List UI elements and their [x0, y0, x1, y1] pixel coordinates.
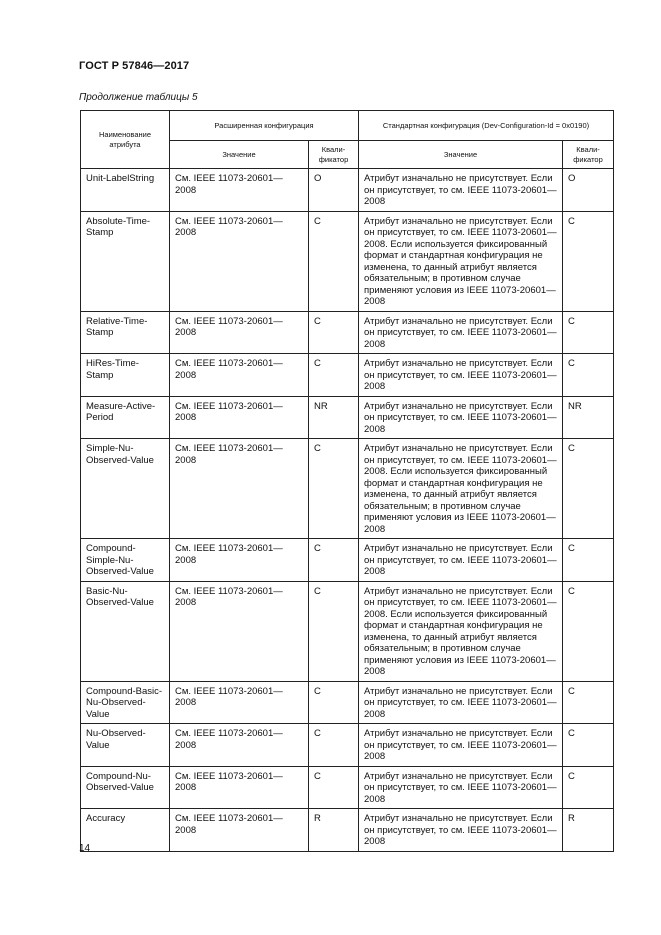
cell-std-value: Атрибут изначально не присутствует. Если он присутствует, то см. IEEE 11073-20601—2008	[359, 169, 563, 212]
cell-std-value: Атрибут изначально не присутствует. Если он присутствует, то см. IEEE 11073-20601—2008	[359, 809, 563, 852]
table-row	[81, 581, 614, 681]
cell-attr-name: Simple-Nu-Observed-Value	[81, 439, 170, 539]
cell-std-qualifier: C	[563, 354, 614, 397]
table-row	[81, 681, 614, 724]
cell-std-value: Атрибут изначально не присутствует. Если он присутствует, то см. IEEE 11073-20601—2008. Если используется фиксированный формат и стандартная конфигурация не изменена, то данный атрибут является обязательным; в противном случае применяют условия из IEEE 11073-20601—2008	[359, 211, 563, 311]
table-row	[81, 311, 614, 354]
cell-ext-qualifier: C	[309, 354, 359, 397]
table-row	[81, 439, 614, 539]
cell-attr-name: Compound-Simple-Nu-Observed-Value	[81, 539, 170, 582]
table-row	[81, 354, 614, 397]
cell-ext-value: См. IEEE 11073-20601—2008	[170, 211, 309, 311]
cell-ext-qualifier: C	[309, 766, 359, 809]
cell-ext-qualifier: NR	[309, 396, 359, 439]
table-row	[81, 169, 614, 212]
cell-std-value: Атрибут изначально не присутствует. Если он присутствует, то см. IEEE 11073-20601—2008. Если используется фиксированный формат и стандартная конфигурация не изменена, то данный атрибут является обязательным; в противном случае применяют условия из IEEE 11073-20601—2008	[359, 581, 563, 681]
cell-ext-qualifier: C	[309, 581, 359, 681]
cell-attr-name: Nu-Observed-Value	[81, 724, 170, 767]
cell-attr-name: Compound-Basic-Nu-Observed-Value	[81, 681, 170, 724]
cell-ext-value: См. IEEE 11073-20601—2008	[170, 681, 309, 724]
cell-attr-name: Measure-Active-Period	[81, 396, 170, 439]
cell-ext-qualifier: C	[309, 724, 359, 767]
cell-std-qualifier: C	[563, 724, 614, 767]
cell-std-value: Атрибут изначально не присутствует. Если он присутствует, то см. IEEE 11073-20601—2008	[359, 766, 563, 809]
cell-ext-value: См. IEEE 11073-20601—2008	[170, 724, 309, 767]
table-row	[81, 396, 614, 439]
cell-std-value: Атрибут изначально не присутствует. Если он присутствует, то см. IEEE 11073-20601—2008	[359, 311, 563, 354]
cell-ext-qualifier: C	[309, 439, 359, 539]
cell-ext-qualifier: R	[309, 809, 359, 852]
cell-ext-qualifier: O	[309, 169, 359, 212]
header-attr-name: Наименование атрибута	[81, 111, 170, 169]
document-code: ГОСТ Р 57846—2017	[79, 60, 190, 72]
cell-attr-name: Basic-Nu-Observed-Value	[81, 581, 170, 681]
cell-ext-value: См. IEEE 11073-20601—2008	[170, 766, 309, 809]
cell-ext-value: См. IEEE 11073-20601—2008	[170, 354, 309, 397]
cell-std-qualifier: NR	[563, 396, 614, 439]
cell-attr-name: Compound-Nu-Observed-Value	[81, 766, 170, 809]
cell-ext-value: См. IEEE 11073-20601—2008	[170, 539, 309, 582]
header-standard-config: Стандартная конфигурация (Dev-Configuration-Id = 0x0190)	[359, 111, 614, 141]
cell-ext-qualifier: C	[309, 311, 359, 354]
cell-std-value: Атрибут изначально не присутствует. Если он присутствует, то см. IEEE 11073-20601—2008. Если используется фиксированный формат и стандартная конфигурация не изменена, то данный атрибут является обязательным; в противном случае применяют условия из IEEE 11073-20601—2008	[359, 439, 563, 539]
cell-ext-qualifier: C	[309, 539, 359, 582]
cell-std-value: Атрибут изначально не присутствует. Если он присутствует, то см. IEEE 11073-20601—2008	[359, 681, 563, 724]
table-row	[81, 211, 614, 311]
page-number: 14	[79, 843, 91, 854]
cell-ext-value: См. IEEE 11073-20601—2008	[170, 169, 309, 212]
table-body	[81, 169, 614, 852]
cell-attr-name: HiRes-Time-Stamp	[81, 354, 170, 397]
header-std-qualifier: Квали-фикатор	[563, 141, 614, 169]
cell-std-qualifier: C	[563, 681, 614, 724]
table-caption: Продолжение таблицы 5	[79, 92, 198, 103]
cell-std-value: Атрибут изначально не присутствует. Если он присутствует, то см. IEEE 11073-20601—2008	[359, 539, 563, 582]
header-ext-qualifier: Квали-фикатор	[309, 141, 359, 169]
cell-ext-value: См. IEEE 11073-20601—2008	[170, 809, 309, 852]
cell-ext-value: См. IEEE 11073-20601—2008	[170, 581, 309, 681]
cell-std-qualifier: C	[563, 311, 614, 354]
table-row	[81, 766, 614, 809]
cell-std-qualifier: C	[563, 581, 614, 681]
table-row	[81, 539, 614, 582]
cell-std-qualifier: R	[563, 809, 614, 852]
attributes-table	[80, 110, 614, 852]
header-std-value: Значение	[359, 141, 563, 169]
cell-ext-value: См. IEEE 11073-20601—2008	[170, 396, 309, 439]
cell-ext-qualifier: C	[309, 681, 359, 724]
cell-attr-name: Unit-LabelString	[81, 169, 170, 212]
cell-std-qualifier: C	[563, 211, 614, 311]
cell-std-qualifier: O	[563, 169, 614, 212]
cell-attr-name: Absolute-Time-Stamp	[81, 211, 170, 311]
cell-std-value: Атрибут изначально не присутствует. Если он присутствует, то см. IEEE 11073-20601—2008	[359, 354, 563, 397]
cell-ext-value: См. IEEE 11073-20601—2008	[170, 311, 309, 354]
cell-ext-value: См. IEEE 11073-20601—2008	[170, 439, 309, 539]
header-ext-value: Значение	[170, 141, 309, 169]
cell-std-qualifier: C	[563, 439, 614, 539]
header-extended-config: Расширенная конфигурация	[170, 111, 359, 141]
table-row	[81, 809, 614, 852]
cell-std-value: Атрибут изначально не присутствует. Если он присутствует, то см. IEEE 11073-20601—2008	[359, 396, 563, 439]
cell-std-qualifier: C	[563, 539, 614, 582]
cell-std-qualifier: C	[563, 766, 614, 809]
table-row	[81, 724, 614, 767]
cell-attr-name: Accuracy	[81, 809, 170, 852]
cell-std-value: Атрибут изначально не присутствует. Если он присутствует, то см. IEEE 11073-20601—2008	[359, 724, 563, 767]
cell-ext-qualifier: C	[309, 211, 359, 311]
cell-attr-name: Relative-Time-Stamp	[81, 311, 170, 354]
